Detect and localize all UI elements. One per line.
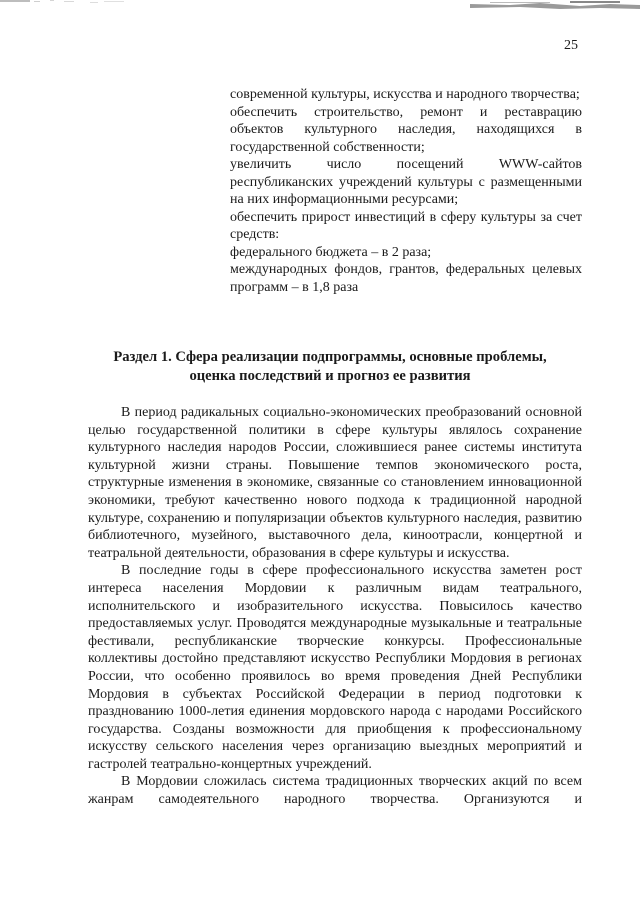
- section-heading-line: оценка последствий и прогноз ее развития: [189, 368, 471, 384]
- list-item: федерального бюджета – в 2 раза;: [230, 244, 432, 260]
- body-paragraph: В Мордовии сложилась система традиционных творческих акций по всем жанрам самодеятельного народного творчества. Организуются и: [88, 774, 582, 808]
- list-item: обеспечить строительство, ремонт и реставрацию объектов культурного наследия, находящихся в государственной собственности;: [230, 104, 582, 155]
- section-heading-line: Раздел 1. Сфера реализации подпрограммы, основные проблемы,: [113, 349, 547, 365]
- scan-noise-top-right: [470, 0, 640, 12]
- goals-list: [230, 86, 582, 296]
- section-heading: [70, 348, 590, 386]
- body-paragraph: В период радикальных социально-экономических преобразований основной целью государственной политики в сфере культуры являлось сохранение культурного наследия народов России, сложившиеся ранее системы института культурной жизни страны. Повышение темпов экономического роста, структурные изменения в экономике, связанные со становлением инновационной экономики, требуют качественно нового подхода к традиционной народной культуре, сохранению и популяризации объектов культурного наследия, развитию библиотечного, музейного, выставочного дела, киноотрасли, концертной и театральной деятельности, образования в сфере культуры и искусства.: [88, 405, 582, 561]
- list-item: международных фондов, грантов, федеральных целевых программ – в 1,8 раза: [230, 262, 582, 295]
- list-item: увеличить число посещений WWW-сайтов республиканских учреждений культуры с размещенными на них информационными ресурсами;: [230, 157, 582, 207]
- section-body: [88, 404, 582, 809]
- body-paragraph: В последние годы в сфере профессионального искусства заметен рост интереса населения Мордовии к различным видам театрального, исполнительского и изобразительного искусства. Повысилось качество предоставляемых услуг. Проводятся международные музыкальные и театральные фестивали, республиканские творческие конкурсы. Профессиональные коллективы достойно представляют искусство Республики Мордовия в регионах России, что особенно проявилось во время проведения Дней Республики Мордовия в субъектах Российской Федерации в период подготовки к празднованию 1000-летия единения мордовского народа с народами Российского государства. Созданы возможности для приобщения к профессиональному искусству сельского населения через организацию выездных мероприятий и гастролей театрально-концертных учреждений.: [88, 563, 582, 772]
- list-item: современной культуры, искусства и народного творчества;: [230, 87, 580, 102]
- page-number: 25: [564, 38, 578, 53]
- scan-noise-top-left: [0, 0, 140, 10]
- list-item: обеспечить прирост инвестиций в сферу культуры за счет средств:: [230, 209, 582, 242]
